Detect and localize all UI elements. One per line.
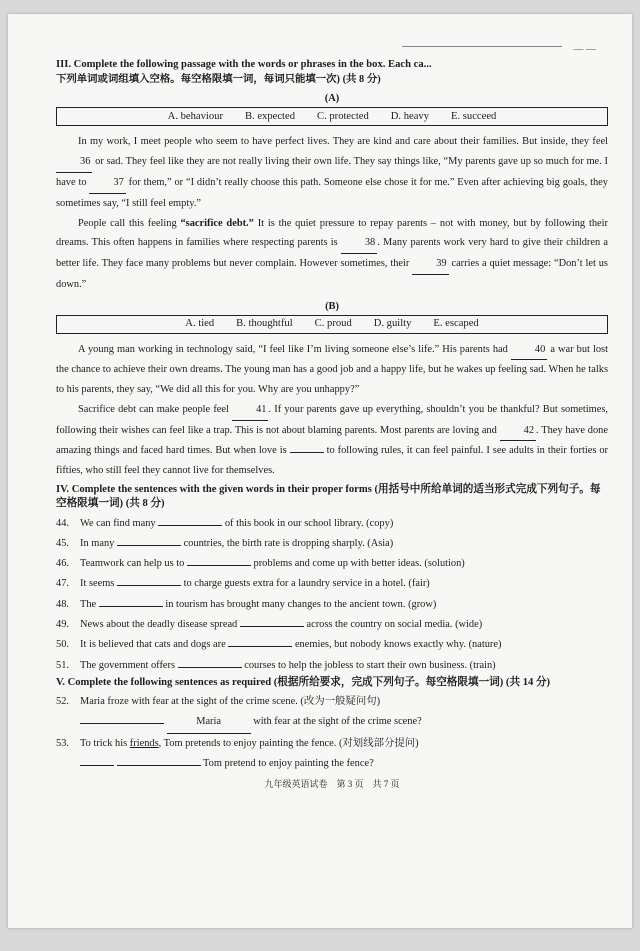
- header-rule: [402, 46, 562, 47]
- question-number: 48.: [56, 598, 69, 610]
- question-text: It seems: [80, 578, 115, 590]
- answer-blank-46[interactable]: [187, 565, 251, 566]
- section-3-title: III. Complete the following passage with the words or phrases in the box. Each ca...: [56, 59, 432, 70]
- passage-text: Sacrifice debt can make people feel: [78, 403, 229, 415]
- blank-37[interactable]: 37: [89, 173, 125, 194]
- box-a-label: (A): [324, 93, 340, 105]
- passage-text: a war but lost the chance to achieve their own dreams. The young man has a good job and a happy life, but he wakes up feeling sad. When he talks to his parents, they say, “We did all this for you. Why are you unhappy?”: [56, 343, 608, 396]
- question-text: of this book in our school library. (copy): [224, 517, 394, 529]
- question-49: [56, 615, 608, 635]
- question-text: Maria froze with fear at the sight of the crime scene. (改为一般疑问句): [80, 696, 381, 708]
- word-c-option: C. proud: [314, 318, 352, 330]
- question-45: [56, 534, 608, 554]
- word-b-option: B. thoughtful: [236, 318, 293, 330]
- answer-blank-50[interactable]: [228, 646, 292, 647]
- question-text: , Tom pretends to enjoy painting the fence. (对划线部分提问): [158, 737, 419, 749]
- question-text: News about the deadly disease spread: [80, 619, 238, 631]
- word-e-option: E. escaped: [433, 318, 479, 330]
- section-5-instruction: (根据所给要求，完成下列句子。每空格限填一词) (共 14 分): [273, 676, 551, 688]
- answer-line-53: [56, 754, 608, 774]
- answer-blank-47[interactable]: [117, 585, 181, 586]
- exam-page: [8, 14, 632, 928]
- word-a-option: A. behaviour: [167, 111, 223, 123]
- question-text: Teamwork can help us to: [80, 558, 185, 570]
- answer-blank-49[interactable]: [240, 626, 304, 627]
- question-text: enemies, but nobody knows exactly why. (nature): [294, 639, 502, 651]
- section-5-title-en: V. Complete the following sentences as required: [56, 676, 272, 688]
- word-d-option: D. guilty: [373, 318, 412, 330]
- answer-blank-48[interactable]: [99, 606, 163, 607]
- question-number: 51.: [56, 659, 69, 671]
- question-46: [56, 554, 608, 574]
- passage-text: . They have done amazing things and faced hard times. But when love is: [56, 424, 608, 457]
- question-text: to charge guests extra for a laundry service in a hotel. (fair): [183, 578, 430, 590]
- question-number: 44.: [56, 517, 69, 529]
- blank-36[interactable]: 36: [56, 152, 92, 173]
- answer-blank-51[interactable]: [178, 667, 242, 668]
- blank-39[interactable]: 39: [412, 254, 448, 275]
- question-50: [56, 635, 608, 655]
- question-number: 47.: [56, 578, 69, 590]
- question-48: [56, 595, 608, 615]
- question-47: [56, 574, 608, 594]
- answer-line-52: [56, 712, 608, 733]
- passage-text: to following rules, it can feel painful. I see adults in their forties or fifties, who still feel they cannot live for themselves.: [56, 445, 608, 477]
- question-text: In many: [80, 537, 115, 549]
- passage-text: or sad. They feel like they are not really living their own life. They say things like, “My parents gave up so much for me. I have to: [56, 156, 608, 188]
- question-52: [56, 692, 608, 712]
- passage-a-paragraph-1: [56, 132, 608, 213]
- question-text: The government offers: [80, 659, 176, 671]
- answer-blank-45[interactable]: [117, 545, 181, 546]
- passage-text: A young man working in technology said, “I feel like I’m living someone else’s life.” His parents had: [78, 343, 508, 355]
- word-e-option: E. succeed: [451, 111, 497, 123]
- question-text: across the country on social media. (wide): [306, 619, 483, 631]
- question-text: The: [80, 598, 97, 610]
- question-number: 46.: [56, 558, 69, 570]
- question-number: 53.: [56, 737, 69, 749]
- question-number: 45.: [56, 537, 69, 549]
- passage-text: carries a quiet message: “Don’t let us down.”: [56, 258, 608, 290]
- question-51: [56, 656, 608, 676]
- answer-blank-52b[interactable]: Maria: [167, 712, 251, 733]
- word-c-option: C. protected: [317, 111, 369, 123]
- section-4-questions: [56, 514, 608, 676]
- word-d-option: D. heavy: [390, 111, 430, 123]
- question-text: in tourism has brought many changes to the ancient town. (grow): [165, 598, 437, 610]
- section-5-title: [56, 676, 608, 690]
- question-text: To trick his: [80, 737, 128, 749]
- blank-40[interactable]: 40: [511, 340, 547, 361]
- word-box-a: [56, 107, 608, 126]
- underlined-word: friends: [129, 737, 159, 749]
- term-sacrifice-debt: “sacrifice debt.”: [180, 217, 254, 229]
- page-content: [56, 58, 608, 791]
- section-4-title-en: IV. Complete the sentences with the given words in their proper forms: [56, 484, 372, 496]
- blank-42[interactable]: 42: [500, 421, 536, 442]
- section-5-questions: [56, 692, 608, 774]
- blank-43[interactable]: [290, 452, 324, 453]
- passage-text: . Many parents work very hard to give their children a better life. They face many problems but never complain. However sometimes, their: [56, 237, 608, 270]
- word-b-option: B. expected: [244, 111, 295, 123]
- answer-blank-53a[interactable]: [80, 765, 114, 766]
- section-3-instruction: 下列单词或词组填入空格。每空格限填一词，每词只能填一次) (共 8 分): [56, 74, 381, 86]
- blank-41[interactable]: 41: [232, 400, 268, 421]
- passage-b-paragraph-2: [56, 400, 608, 481]
- question-53: [56, 734, 608, 754]
- answer-text: Tom pretend to enjoy painting the fence?: [203, 758, 374, 769]
- question-44: [56, 514, 608, 534]
- passage-b-paragraph-1: [56, 340, 608, 400]
- answer-blank-44[interactable]: [158, 525, 222, 526]
- question-number: 52.: [56, 696, 69, 708]
- passage-text: . If your parents gave up everything, shouldn’t you be thankful? But sometimes, following their wishes can feel like a trap. This is not about blaming parents. Most parents are loving and: [56, 403, 608, 436]
- answer-blank-52a[interactable]: [80, 723, 164, 724]
- box-b-label: (B): [325, 300, 339, 312]
- section-4-title: [56, 483, 608, 512]
- header-mark: — —: [573, 44, 596, 55]
- question-text: It is believed that cats and dogs are: [80, 639, 226, 651]
- blank-38[interactable]: 38: [341, 233, 377, 254]
- passage-a-paragraph-2: [56, 214, 608, 295]
- word-a-option: A. tied: [185, 318, 215, 330]
- question-text: countries, the birth rate is dropping sharply. (Asia): [183, 537, 394, 549]
- page-footer: 九年级英语试卷 第 3 页 共 7 页: [264, 779, 400, 790]
- passage-text: People call this feeling: [78, 217, 177, 229]
- question-number: 50.: [56, 639, 69, 651]
- question-text: problems and come up with better ideas. (solution): [253, 558, 465, 570]
- section-4-instruction: (用括号中所给单词的适当形式完成下列句子。每空格限填一词) (共 8 分): [56, 484, 601, 510]
- passage-text: It is the quiet pressure to repay parents – not with money, but by following their dreams. This often happens in families where respecting parents is: [56, 217, 608, 249]
- question-text: We can find many: [80, 517, 156, 529]
- question-text: courses to help the jobless to start their own business. (train): [244, 659, 496, 671]
- question-number: 49.: [56, 619, 69, 631]
- passage-text: for them,” or “I didn’t really choose this path. Someone else chose it for me.” Even after achieving big goals, they sometimes say, “I still feel empty.”: [56, 176, 608, 209]
- passage-text: In my work, I meet people who seem to have perfect lives. They are kind and care about their families. But inside, they feel: [78, 136, 608, 148]
- answer-text: with fear at the sight of the crime scene?: [253, 716, 422, 728]
- answer-blank-53b[interactable]: [117, 765, 201, 766]
- word-box-b: [56, 315, 608, 334]
